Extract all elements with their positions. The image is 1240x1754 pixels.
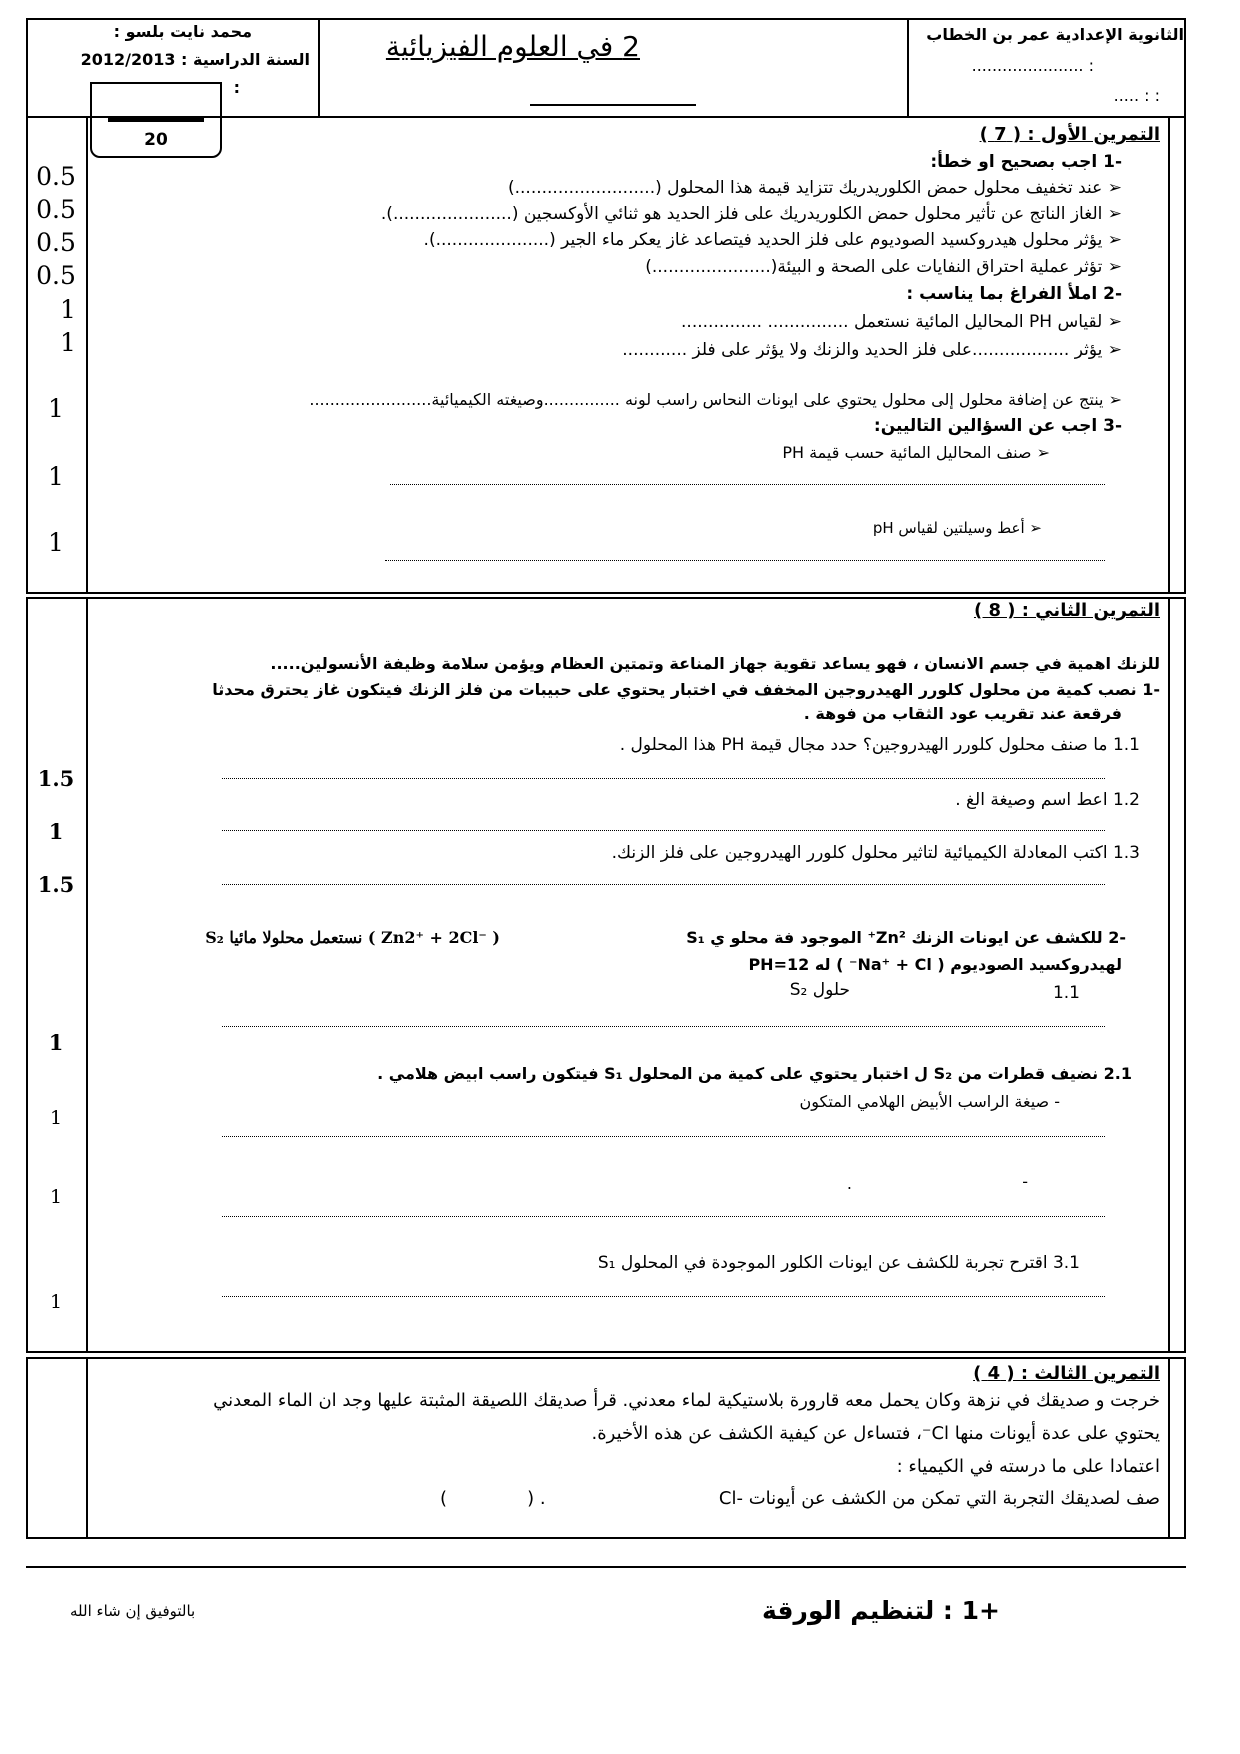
ex2-q2-11b: حلول S₂ xyxy=(789,980,850,1000)
ex3-left-border xyxy=(26,1357,28,1539)
class-line: ..... : : xyxy=(1113,86,1160,105)
header-top-border xyxy=(26,18,1186,20)
ex3-right-inner xyxy=(1168,1357,1170,1539)
ex1-q3-item: ➢ صنف المحاليل المائية حسب قيمة PH xyxy=(782,443,1050,462)
header-colon: : xyxy=(233,78,240,97)
ex2-marks-divider xyxy=(86,597,88,1353)
ex2-q2-line2: لهيدروكسيد الصوديوم ( Na⁺ + Cl⁻ ) له PH=12 xyxy=(748,955,1122,974)
ex1-bottom-border xyxy=(26,592,1186,594)
mark: 1 xyxy=(60,295,76,324)
ex2-bottom-border xyxy=(26,1351,1186,1353)
answer-line xyxy=(222,1026,1105,1027)
mark: 1 xyxy=(60,328,76,357)
mark: 1 xyxy=(48,528,64,557)
ex1-title: التمرين الأول : ( 7 ) xyxy=(979,124,1160,145)
student-name-line: ...................... : xyxy=(971,56,1094,75)
ex3-title: التمرين الثالث : ( 4 ) xyxy=(973,1363,1160,1384)
mark: 1 xyxy=(48,394,64,423)
teacher-name: محمد نايت بلسو : xyxy=(113,22,252,41)
ex2-q1-line1: -1 نصب كمية من محلول كلورر الهيدروجين المخفف في اختبار يحتوي على حبيبات من فلز الزنك فيتكون غاز يحترق محدثا xyxy=(212,680,1160,699)
ex2-sub11: 1.1 ما صنف محلول كلورر الهيدروجين؟ حدد مجال قيمة PH هذا المحلول . xyxy=(619,735,1140,755)
score-box xyxy=(90,82,222,158)
page-bottom-border xyxy=(26,1566,1186,1568)
ex2-q2-21-item: - صيغة الراسب الأبيض الهلامي المتكون xyxy=(799,1092,1060,1111)
mark: 0.5 xyxy=(36,195,76,224)
ex1-q3-item: ➢ أعط وسيلتين لقياس pH xyxy=(873,519,1042,537)
mark: 0.5 xyxy=(36,261,76,290)
ex2-right-inner xyxy=(1168,597,1170,1353)
ex1-q2-item: ➢ يؤثر ..................على فلز الحديد والزنك ولا يؤثر على فلز ............ xyxy=(622,340,1122,360)
mark: 0.5 xyxy=(36,162,76,191)
ex1-q3-title: -3 اجب عن السؤالين التاليين: xyxy=(873,416,1122,436)
school-name: الثانوية الإعدادية عمر بن الخطاب xyxy=(926,25,1184,44)
ex2-q2-11a: 1.1 xyxy=(1052,983,1080,1003)
ex2-sub12: 1.2 اعط اسم وصيغة الغ . xyxy=(955,790,1140,810)
answer-line xyxy=(385,560,1105,561)
ex2-q2-21: 2.1 نضيف قطرات من S₂ ل اختبار يحتوي على كمية من المحلول S₁ فيتكون راسب ابيض هلامي . xyxy=(377,1064,1132,1083)
ex1-right-inner xyxy=(1168,116,1170,594)
ex3-line: يحتوي على عدة أيونات منها Cl⁻، فتساءل عن كيفية الكشف عن هذه الأخيرة. xyxy=(591,1423,1160,1444)
exam-title: 2 في العلوم الفيزيائية xyxy=(385,30,640,63)
ex1-q1-item: ➢ الغاز الناتج عن تأثير محلول حمض الكلوريدريك على فلز الحديد هو ثنائي الأوكسجين (......................). xyxy=(381,204,1122,224)
ex2-q2-dash: - xyxy=(1022,1172,1028,1191)
answer-line xyxy=(222,884,1105,885)
mark: 1 xyxy=(49,1186,63,1208)
answer-line xyxy=(222,778,1105,779)
ex1-q2-item: ➢ ينتج عن إضافة محلول إلى محلول يحتوي على ايونات النحاس راسب لونه ...............وصيغته الكيميائية........................ xyxy=(309,390,1122,409)
ex2-q2-31: 3.1 اقترح تجربة للكشف عن ايونات الكلور الموجودة في المحلول S₁ xyxy=(597,1253,1080,1273)
footer-wish: بالتوفيق إن شاء الله xyxy=(70,1602,196,1620)
ex3-top-border xyxy=(26,1357,1186,1359)
mark: 1 xyxy=(49,1107,63,1129)
ex1-q1-item: ➢ عند تخفيف محلول حمض الكلوريدريك تتزايد قيمة هذا المحلول (..........................) xyxy=(508,178,1122,198)
school-year: السنة الدراسية : 2012/2013 xyxy=(80,50,310,69)
header-left-border xyxy=(26,18,28,118)
header-divider-left xyxy=(318,18,320,118)
ex3-line: صف لصديقك التجربة التي تمكن من الكشف عن أيونات -Cl xyxy=(718,1488,1160,1509)
header-right-border xyxy=(1184,18,1186,118)
ex2-sub13: 1.3 اكتب المعادلة الكيميائية لتاثير محلول كلورر الهيدروجين على فلز الزنك. xyxy=(611,843,1140,863)
ex3-right-border xyxy=(1184,1357,1186,1539)
ex1-q2-title: -2 املأ الفراغ بما يناسب : xyxy=(906,284,1122,304)
ex2-top-border xyxy=(26,597,1186,599)
answer-line xyxy=(222,1216,1105,1217)
answer-line xyxy=(222,1136,1105,1137)
mark: 1 xyxy=(48,819,64,844)
ex2-q2-right: -2 للكشف عن ايونات الزنك Zn²⁺ الموجود فة محلو ي S₁ xyxy=(686,928,1126,947)
mark: 1 xyxy=(48,1030,64,1055)
ex1-q1-title: -1 اجب بصحيح او خطأ: xyxy=(930,152,1122,172)
ex3-marks-divider xyxy=(86,1357,88,1539)
header-divider-right xyxy=(907,18,909,118)
score-line xyxy=(108,118,204,122)
mark: 1.5 xyxy=(37,872,75,897)
ex1-q1-item: ➢ تؤثر عملية احتراق النفايات على الصحة و البيئة(......................) xyxy=(645,257,1122,277)
mark: 1.5 xyxy=(37,766,75,791)
mark: 1 xyxy=(49,1291,63,1313)
ex1-q2-item: ➢ لقياس PH المحاليل المائية نستعمل ............... ............... xyxy=(681,312,1122,332)
ex2-q1-line2: فرقعة عند تقريب عود الثقاب من فوهة . xyxy=(803,704,1122,723)
mark: 0.5 xyxy=(36,228,76,257)
ex3-line: خرجت و صديقك في نزهة وكان يحمل معه قارورة بلاستيكية لماء معدني. قرأ صديقك اللصيقة المثبتة عليها وجد ان الماء المعدني xyxy=(213,1390,1160,1411)
answer-line xyxy=(222,1296,1105,1297)
ex3-bracket: ( ) . xyxy=(440,1488,546,1509)
ex2-intro: للزنك اهمية في جسم الانسان ، فهو يساعد تقوية جهاز المناعة وتمتين العظام ويؤمن سلامة وظيفة الأنسولين..... xyxy=(270,654,1160,673)
answer-line xyxy=(222,830,1105,831)
ex3-line: اعتمادا على ما درسته في الكيمياء : xyxy=(896,1456,1160,1477)
ex2-q2-left: S₂ نستعمل محلولا مائيا ( Zn2⁺ + 2Cl⁻ ) xyxy=(205,928,500,947)
ex1-q1-item: ➢ يؤثر محلول هيدروكسيد الصوديوم على فلز الحديد فيتصاعد غاز يعكر ماء الجير (.....................). xyxy=(424,230,1122,250)
ex3-bottom-border xyxy=(26,1537,1186,1539)
footer-organization: +1 : لتنظيم الورقة xyxy=(762,1596,1000,1625)
ex2-title: التمرين الثاني : ( 8 ) xyxy=(973,600,1160,621)
ex2-right-border xyxy=(1184,597,1186,1353)
score-total: 20 xyxy=(144,130,168,150)
answer-line xyxy=(390,484,1105,485)
mark: 1 xyxy=(48,462,64,491)
ex2-q2-dot: . xyxy=(846,1174,852,1193)
ex2-left-border xyxy=(26,597,28,1353)
title-underline xyxy=(530,104,696,106)
ex1-right-border xyxy=(1184,116,1186,594)
